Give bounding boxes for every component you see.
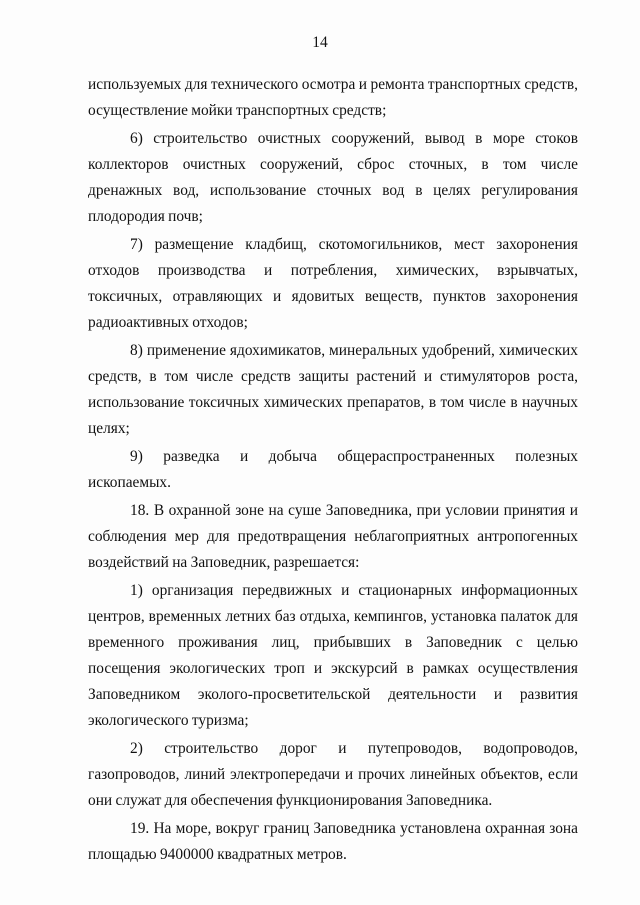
paragraph-item-8: 8) применение ядохимикатов, минеральных удобрений, химических средств, в том числе средств защиты растений и стимуляторов роста, использование токсичных химических препаратов, в том числе в научных целях; — [88, 342, 578, 437]
paragraph-clause-18-item-2: 2) строительство дорог и путепроводов, водопроводов, газопроводов, линий электропередачи и прочих линейных объектов, если они служат для обеспечения функционирования Заповедника. — [88, 740, 578, 809]
paragraph-item-7: 7) размещение кладбищ, скотомогильников, мест захоронения отходов производства и потребления, химических, взрывчатых, токсичных, отравляющих и ядовитых веществ, пунктов захоронения радиоактивных отходов; — [88, 236, 578, 331]
paragraph-clause-18-item-1: 1) организация передвижных и стационарных информационных центров, временных летних баз отдыха, кемпингов, установка палаток для временного проживания лиц, прибывших в Заповедник с целью посещения экологических троп и экскурсий в рамках осуществления Заповедником эколого-просветительской деятельности и развития экологического туризма; — [88, 582, 578, 729]
paragraph-clause-18: 18. В охранной зоне на суше Заповедника, при условии принятия и соблюдения мер для предотвращения неблагоприятных антропогенных воздействий на Заповедник, разрешается: — [88, 502, 578, 571]
paragraph-clause-19: 19. На море, вокруг границ Заповедника установлена охранная зона площадью 9400000 квадратных метров. — [88, 820, 578, 863]
paragraph-item-6: 6) строительство очистных сооружений, вывод в море стоков коллекторов очистных сооружений, сброс сточных, в том числе дренажных вод, использование сточных вод в целях регулирования плодородия почв; — [88, 130, 578, 225]
document-body — [88, 72, 578, 870]
paragraph-continuation: используемых для технического осмотра и ремонта транспортных средств, осуществление мойки транспортных средств; — [88, 76, 578, 119]
paragraph-item-9: 9) разведка и добыча общераспространенных полезных ископаемых. — [88, 448, 578, 491]
page-number: 14 — [312, 34, 328, 51]
